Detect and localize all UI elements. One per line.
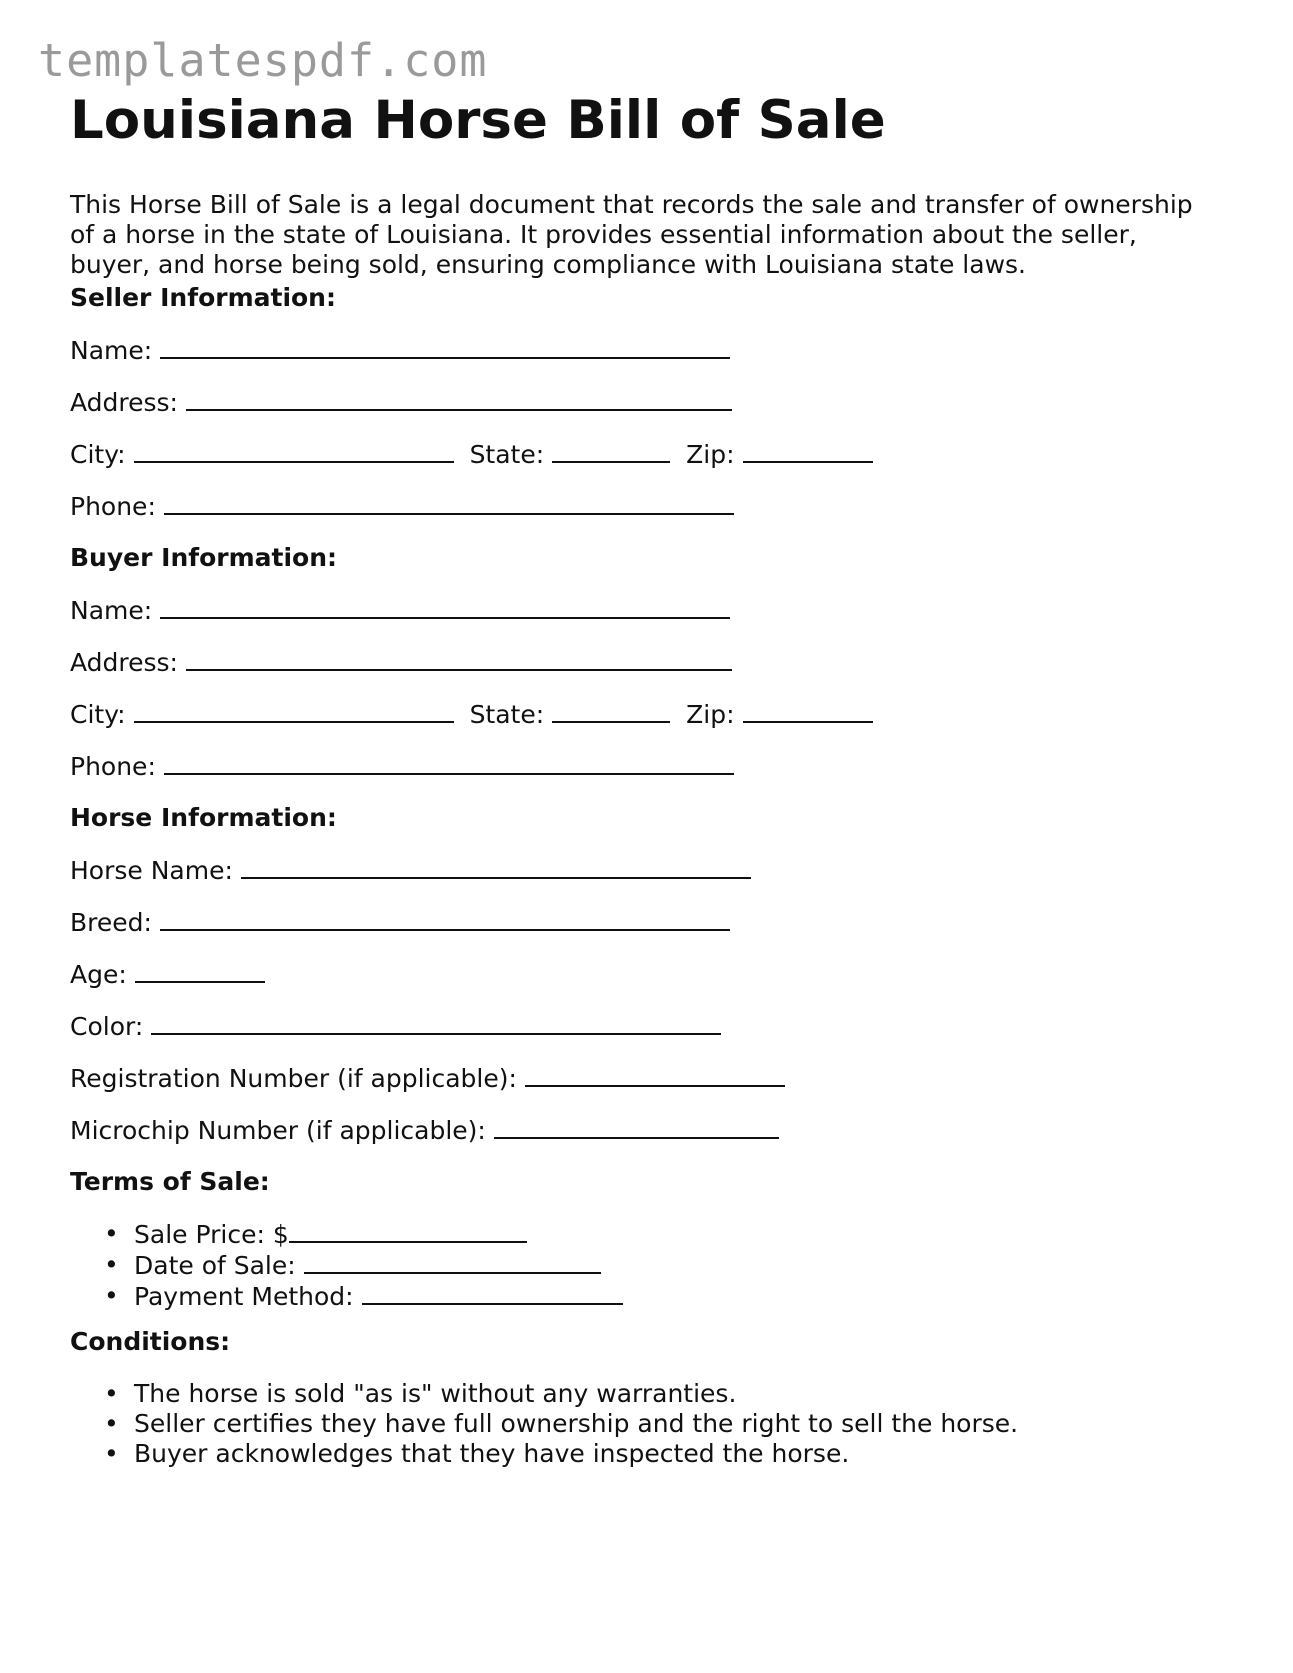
seller-city-label: City: [70, 440, 126, 469]
payment-method-field[interactable] [362, 1281, 623, 1305]
sale-price-field[interactable] [289, 1219, 527, 1243]
buyer-address-row [70, 647, 732, 678]
payment-method-label: Payment Method: [134, 1282, 354, 1311]
horse-age-label: Age: [70, 960, 127, 989]
buyer-phone-label: Phone: [70, 752, 156, 781]
bullet-icon: • [104, 1281, 119, 1310]
horse-name-label: Horse Name: [70, 856, 233, 885]
conditions-list [70, 1379, 1018, 1469]
buyer-city-label: City: [70, 700, 126, 729]
buyer-name-field[interactable] [160, 595, 730, 619]
horse-microchip-field[interactable] [494, 1115, 779, 1139]
list-item [104, 1409, 1019, 1439]
list-item [104, 1219, 623, 1250]
intro-line: This Horse Bill of Sale is a legal document that records the sale and transfer of ownership [70, 190, 1193, 219]
buyer-name-row [70, 595, 730, 626]
condition-text: The horse is sold "as is" without any warranties. [134, 1379, 737, 1408]
intro-line: of a horse in the state of Louisiana. It provides essential information about the seller, [70, 220, 1137, 249]
buyer-state-label: State: [469, 700, 545, 729]
buyer-phone-field[interactable] [164, 751, 734, 775]
seller-address-label: Address: [70, 388, 178, 417]
buyer-address-field[interactable] [186, 647, 732, 671]
sale-price-label: Sale Price: $ [134, 1220, 289, 1249]
buyer-name-label: Name: [70, 596, 153, 625]
horse-color-row [70, 1011, 721, 1042]
bullet-icon: • [104, 1219, 119, 1248]
page-title: Louisiana Horse Bill of Sale [70, 90, 886, 151]
seller-section-heading: Seller Information: [70, 283, 336, 312]
horse-age-row [70, 959, 265, 990]
bullet-icon: • [104, 1379, 119, 1408]
sale-date-field[interactable] [304, 1250, 601, 1274]
buyer-city-row [70, 699, 873, 730]
horse-name-row [70, 855, 751, 886]
horse-section-heading: Horse Information: [70, 803, 337, 832]
list-item [104, 1281, 623, 1312]
horse-breed-row [70, 907, 730, 938]
list-item [104, 1250, 623, 1281]
seller-state-field[interactable] [552, 439, 670, 463]
seller-zip-label: Zip: [686, 440, 735, 469]
buyer-zip-label: Zip: [686, 700, 735, 729]
buyer-state-field[interactable] [552, 699, 670, 723]
horse-name-field[interactable] [241, 855, 751, 879]
intro-paragraph [70, 190, 1220, 280]
document-page [70, 88, 1220, 1468]
horse-registration-row [70, 1063, 785, 1094]
horse-registration-label: Registration Number (if applicable): [70, 1064, 517, 1093]
horse-breed-label: Breed: [70, 908, 152, 937]
terms-list [70, 1219, 623, 1312]
intro-line: buyer, and horse being sold, ensuring compliance with Louisiana state laws. [70, 250, 1026, 279]
seller-phone-field[interactable] [164, 491, 734, 515]
seller-address-row [70, 387, 732, 418]
conditions-section-heading: Conditions: [70, 1327, 231, 1356]
buyer-section-heading: Buyer Information: [70, 543, 338, 572]
list-item [104, 1379, 1018, 1409]
seller-phone-row [70, 491, 734, 522]
seller-phone-label: Phone: [70, 492, 156, 521]
seller-city-row [70, 439, 873, 470]
horse-age-field[interactable] [135, 959, 265, 983]
buyer-zip-field[interactable] [743, 699, 873, 723]
seller-zip-field[interactable] [743, 439, 873, 463]
condition-text: Buyer acknowledges that they have inspected the horse. [134, 1439, 850, 1468]
bullet-icon: • [104, 1409, 119, 1438]
condition-text: Seller certifies they have full ownership and the right to sell the horse. [134, 1409, 1019, 1438]
buyer-address-label: Address: [70, 648, 178, 677]
horse-microchip-label: Microchip Number (if applicable): [70, 1116, 486, 1145]
seller-address-field[interactable] [186, 387, 732, 411]
buyer-phone-row [70, 751, 734, 782]
buyer-city-field[interactable] [134, 699, 454, 723]
horse-color-label: Color: [70, 1012, 144, 1041]
seller-city-field[interactable] [134, 439, 454, 463]
sale-date-label: Date of Sale: [134, 1251, 296, 1280]
horse-registration-field[interactable] [525, 1063, 785, 1087]
list-item [104, 1439, 1018, 1469]
seller-state-label: State: [469, 440, 545, 469]
seller-name-label: Name: [70, 336, 153, 365]
seller-name-row [70, 335, 730, 366]
horse-microchip-row [70, 1115, 779, 1146]
watermark: templatespdf.com [38, 34, 488, 87]
horse-color-field[interactable] [151, 1011, 721, 1035]
seller-name-field[interactable] [160, 335, 730, 359]
bullet-icon: • [104, 1439, 119, 1468]
bullet-icon: • [104, 1250, 119, 1279]
horse-breed-field[interactable] [160, 907, 730, 931]
terms-section-heading: Terms of Sale: [70, 1167, 270, 1196]
